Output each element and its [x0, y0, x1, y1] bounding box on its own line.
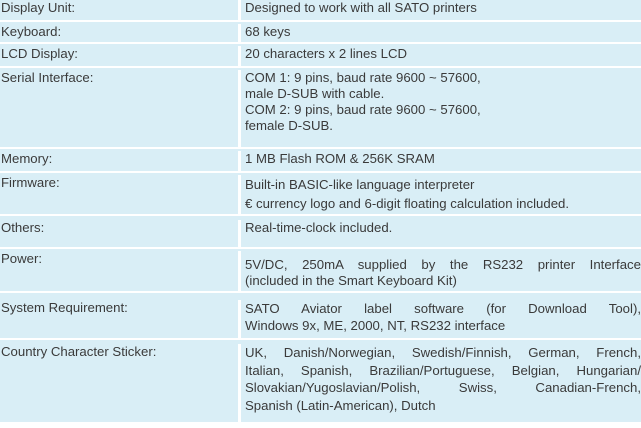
- spec-value-line: 68 keys: [245, 24, 291, 39]
- spec-row-keyboard: [0, 22, 641, 44]
- spec-row-serial-interface: [0, 68, 641, 149]
- spec-value: [241, 175, 641, 214]
- spec-value: [241, 0, 641, 20]
- spec-value-line: Built-in BASIC-like language interpreter: [245, 177, 475, 192]
- spec-value-line: 1 MB Flash ROM & 256K SRAM: [245, 151, 435, 166]
- spec-value: [241, 344, 641, 422]
- spec-value-line: € currency logo and 6-digit floating calculation included.: [245, 196, 570, 211]
- spec-label: Country Character Sticker:: [1, 344, 157, 359]
- spec-label: Memory:: [1, 151, 53, 166]
- spec-row-others: [0, 216, 641, 249]
- spec-value: [241, 70, 641, 147]
- spec-value: [241, 220, 641, 247]
- spec-value-line: Designed to work with all SATO printers: [245, 0, 477, 15]
- spec-value-line: SATO Aviator label software (for Download Tool),: [245, 301, 641, 316]
- spec-value-line: Italian, Spanish, Brazilian/Portuguese, Belgian, Hungarian/: [245, 362, 641, 378]
- spec-value: [241, 46, 641, 66]
- spec-value: [241, 151, 641, 171]
- spec-value-line: Spanish (Latin-American), Dutch: [245, 397, 436, 413]
- spec-value-line: (included in the Smart Keyboard Kit): [245, 273, 457, 288]
- spec-value: [241, 24, 641, 42]
- spec-value-line: Slovakian/Yugoslavian/Polish, Swiss, Canadian-French,: [245, 380, 641, 395]
- spec-row-display-unit: [0, 0, 641, 22]
- spec-row-power: [0, 249, 641, 293]
- spec-row-system-requirement: [0, 293, 641, 340]
- spec-label: System Requirement:: [1, 300, 128, 315]
- spec-value-line: Real-time-clock included.: [245, 220, 393, 235]
- spec-value-line: 20 characters x 2 lines LCD: [245, 46, 407, 61]
- spec-value-line: Windows 9x, ME, 2000, NT, RS232 interface: [245, 318, 506, 333]
- spec-value-line: 5V/DC, 250mA supplied by the RS232 printer Interface: [245, 257, 641, 272]
- spec-row-lcd-display: [0, 44, 641, 68]
- spec-label: Power:: [1, 251, 43, 266]
- spec-row-country-character-sticker: [0, 340, 641, 422]
- spec-value-line: UK, Danish/Norwegian, Swedish/Finnish, German, French,: [245, 345, 641, 360]
- spec-row-memory: [0, 149, 641, 173]
- spec-label: Others:: [1, 220, 45, 235]
- spec-label: LCD Display:: [1, 46, 78, 61]
- spec-value-line: COM 1: 9 pins, baud rate 9600 ~ 57600,: [245, 70, 481, 85]
- spec-label: Firmware:: [1, 175, 60, 190]
- spec-row-firmware: [0, 173, 641, 216]
- spec-value-line: male D-SUB with cable.: [245, 86, 385, 101]
- spec-value: [241, 251, 641, 291]
- spec-value: [241, 300, 641, 338]
- spec-label: Display Unit:: [1, 0, 76, 15]
- spec-label: Serial Interface:: [1, 70, 94, 85]
- spec-value-line: female D-SUB.: [245, 118, 333, 133]
- spec-value-line: COM 2: 9 pins, baud rate 9600 ~ 57600,: [245, 102, 481, 117]
- spec-label: Keyboard:: [1, 24, 62, 39]
